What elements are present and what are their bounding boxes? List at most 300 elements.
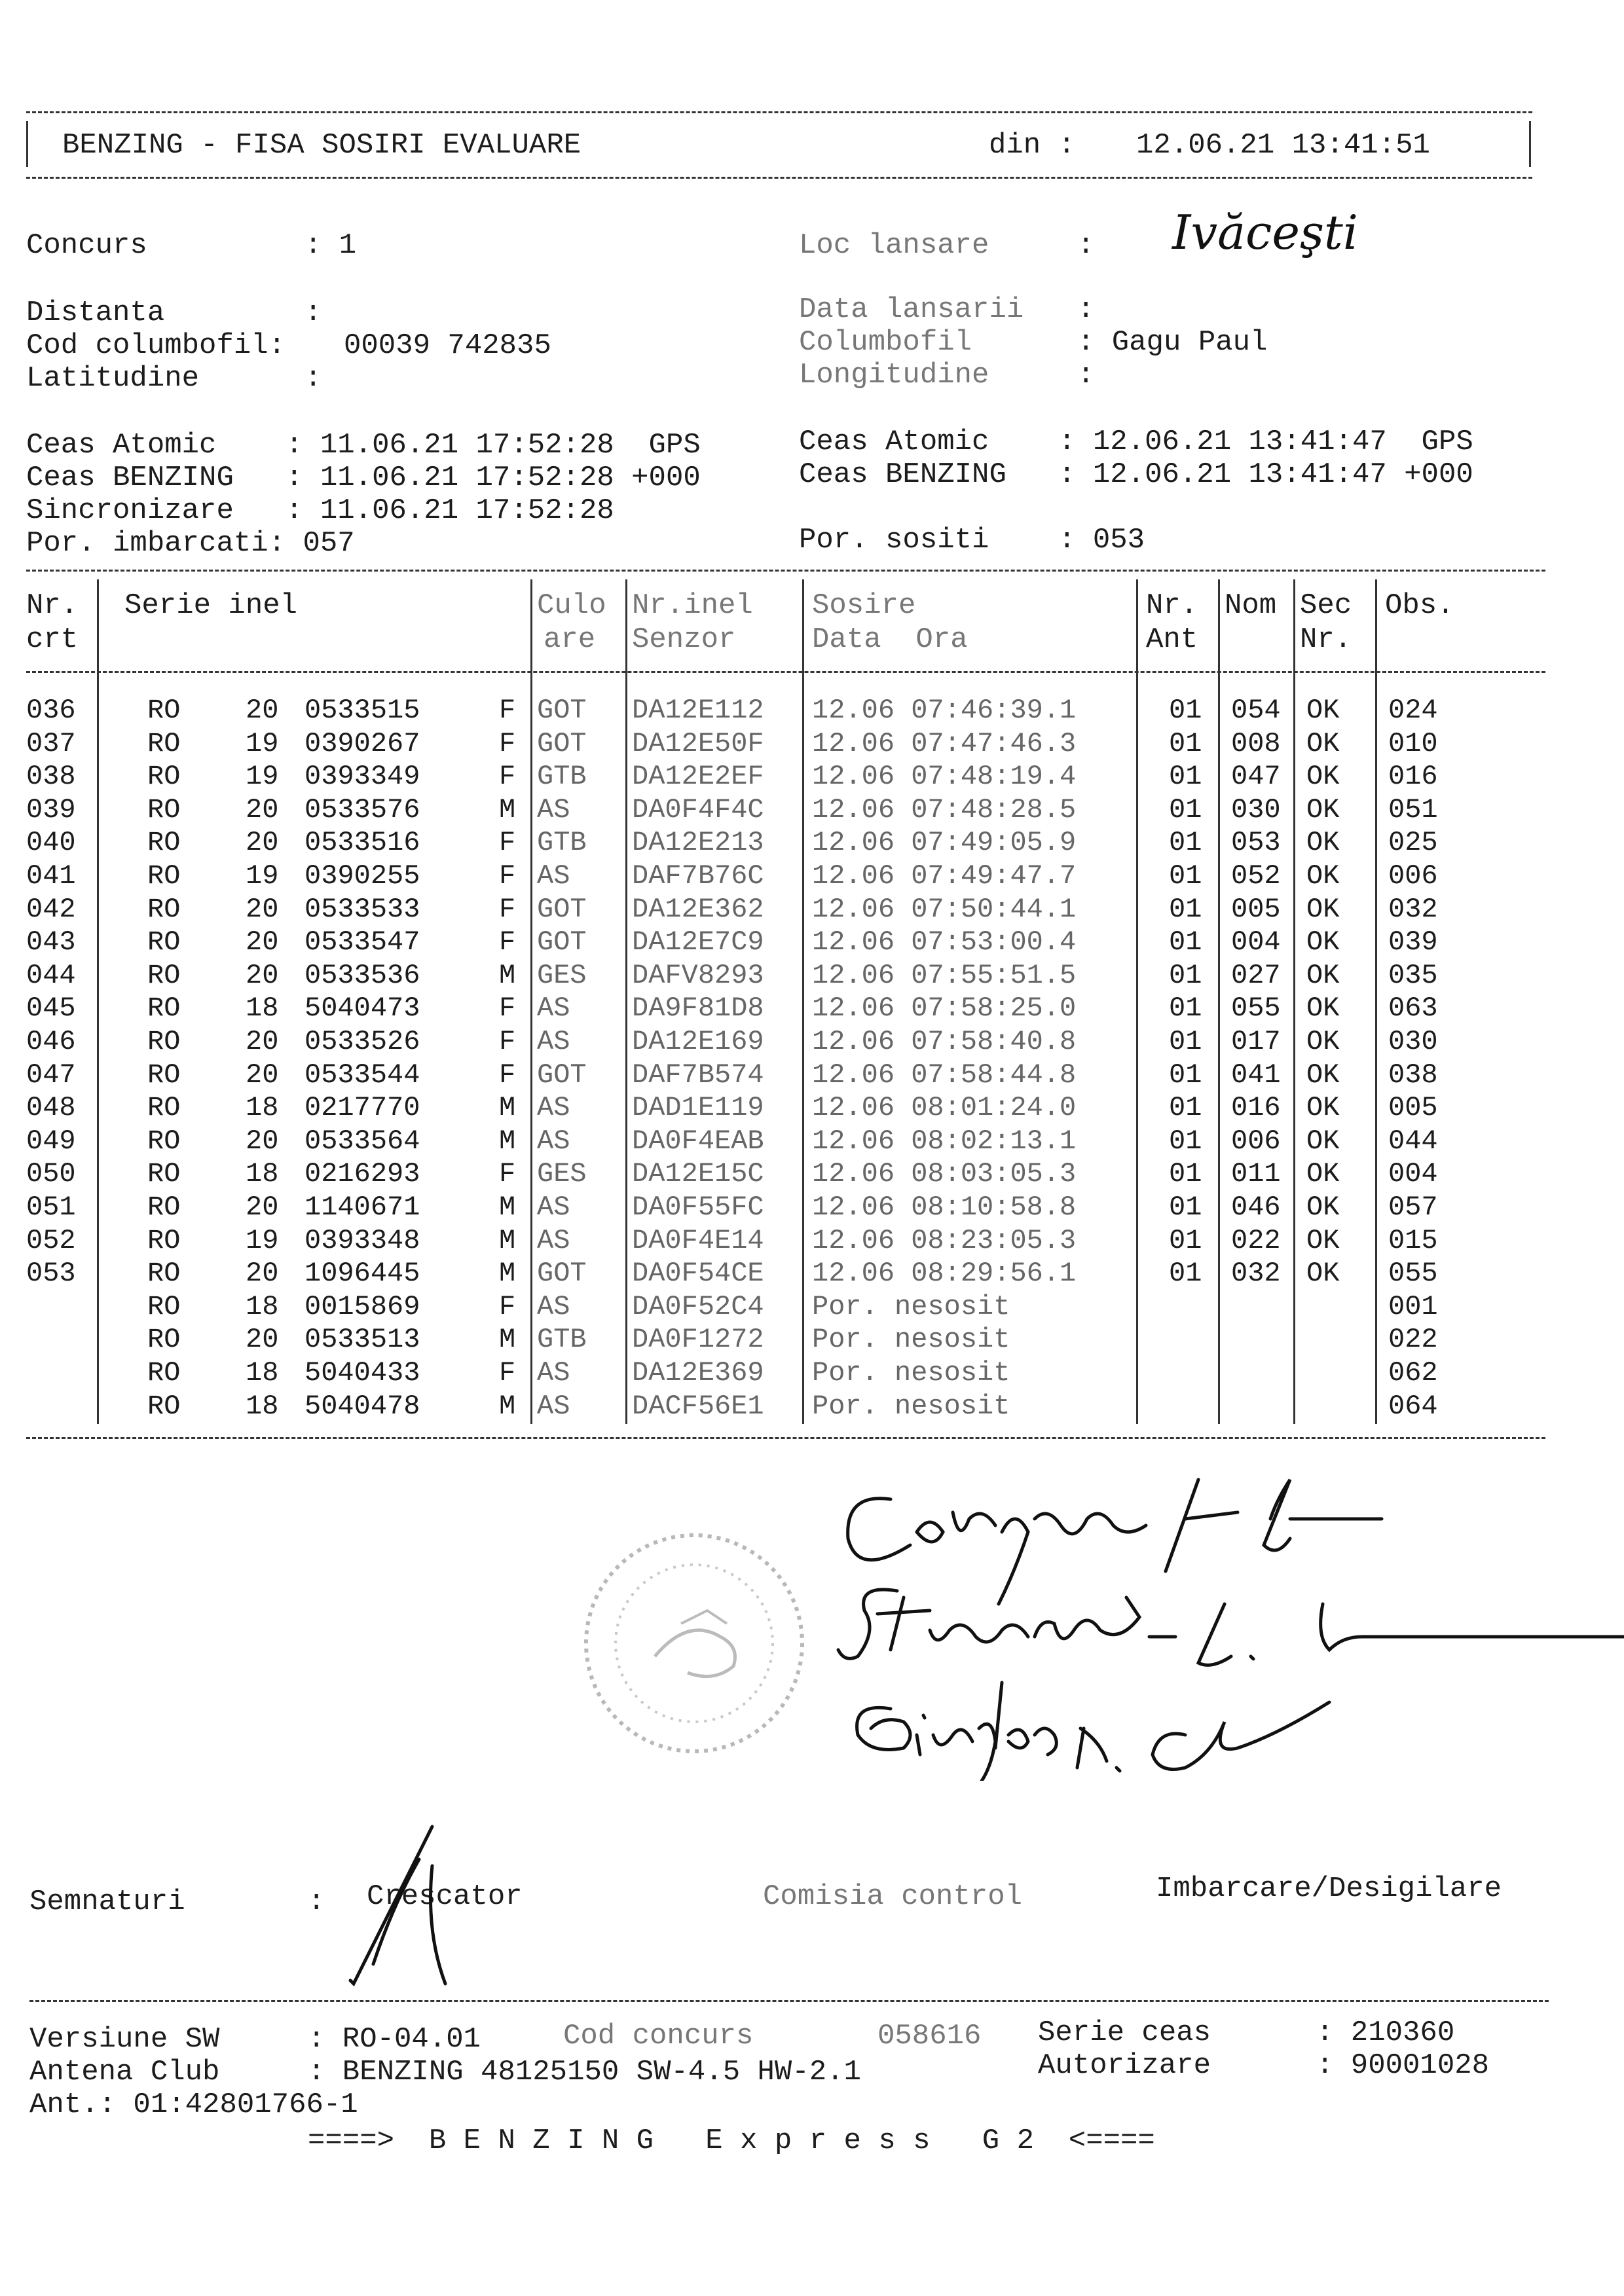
col-obs: Obs. <box>1385 589 1454 622</box>
cell-sensor: DA0F4F4C <box>632 793 764 826</box>
cell-year: 19 <box>246 727 279 759</box>
cell-color: GOT <box>537 695 587 726</box>
col-culoare-2: are <box>544 623 596 656</box>
distanta-value: : <box>304 297 322 329</box>
cell-year: 20 <box>246 959 279 991</box>
cell-ring: 0015869 <box>304 1290 420 1322</box>
cell-ant: 01 <box>1169 993 1202 1025</box>
cell-arrival: 12.06 07:58:40.8 <box>812 1026 1077 1057</box>
cell-sex: M <box>499 1224 516 1256</box>
antena-club-value: : BENZING 48125150 SW-4.5 HW-2.1 <box>308 2056 861 2088</box>
cell-year: 18 <box>246 993 279 1025</box>
cod-concurs-label: Cod concurs <box>563 2020 754 2052</box>
cell-crt: 050 <box>26 1158 76 1190</box>
cell-sensor: DAFV8293 <box>632 959 764 991</box>
imbarcare-label: Imbarcare/Desigilare <box>1156 1872 1502 1905</box>
cell-ant: 01 <box>1169 1158 1202 1190</box>
cell-crt: 040 <box>26 827 76 859</box>
cell-sensor: DA0F4EAB <box>632 1125 764 1157</box>
cell-sec: OK <box>1306 1258 1340 1290</box>
cell-arrival: Por. nesosit <box>812 1290 1010 1322</box>
col-nr-inel-2: Senzor <box>632 623 736 656</box>
cell-sec: OK <box>1306 1125 1340 1157</box>
cell-arrival: 12.06 07:50:44.1 <box>812 893 1077 925</box>
cell-color: AS <box>537 1390 570 1422</box>
cell-crt: 047 <box>26 1059 76 1091</box>
cell-arrival: 12.06 07:47:46.3 <box>812 727 1077 759</box>
cell-sex: M <box>499 1192 516 1223</box>
col-sec-1: Sec <box>1300 589 1352 622</box>
cell-color: AS <box>537 860 570 892</box>
table-row <box>0 860 1624 892</box>
cell-year: 20 <box>246 1192 279 1223</box>
latitudine-value: : <box>304 362 322 395</box>
cell-nom: 006 <box>1231 1125 1281 1157</box>
cell-country: RO <box>147 959 181 991</box>
cell-sec: OK <box>1306 993 1340 1025</box>
cell-country: RO <box>147 1026 181 1057</box>
table-row <box>0 1357 1624 1389</box>
cell-country: RO <box>147 860 181 892</box>
cell-color: GTB <box>537 761 587 793</box>
cell-color: GOT <box>537 727 587 759</box>
cell-sex: M <box>499 1092 516 1124</box>
cell-obs: 063 <box>1388 993 1438 1025</box>
antenna-id-line: Ant.: 01:42801766-1 <box>29 2088 358 2121</box>
cell-ring: 0533536 <box>304 959 420 991</box>
cell-ant: 01 <box>1169 695 1202 726</box>
cell-nom: 008 <box>1231 727 1281 759</box>
cell-ant: 01 <box>1169 1258 1202 1290</box>
cell-year: 20 <box>246 926 279 958</box>
cell-arrival: 12.06 07:58:44.8 <box>812 1059 1077 1091</box>
cell-crt: 048 <box>26 1092 76 1124</box>
cell-nom: 041 <box>1231 1059 1281 1091</box>
col-nr-inel-1: Nr.inel <box>632 589 753 622</box>
cell-sensor: DACF56E1 <box>632 1390 764 1422</box>
cell-color: AS <box>537 793 570 826</box>
table-row <box>0 1257 1624 1290</box>
cell-ring: 5040433 <box>304 1357 420 1389</box>
cell-sex: F <box>499 761 516 793</box>
cell-sensor: DA0F1272 <box>632 1324 764 1356</box>
cell-sex: F <box>499 827 516 859</box>
cell-obs: 044 <box>1388 1125 1438 1157</box>
col-sosire-1: Sosire <box>812 589 916 622</box>
cell-year: 20 <box>246 1059 279 1091</box>
cell-country: RO <box>147 926 181 958</box>
cell-sec: OK <box>1306 1192 1340 1223</box>
cell-obs: 055 <box>1388 1258 1438 1290</box>
serie-ceas-value: : 210360 <box>1316 2016 1455 2049</box>
cell-sec: OK <box>1306 695 1340 726</box>
cell-crt: 049 <box>26 1125 76 1157</box>
cell-obs: 001 <box>1388 1290 1438 1322</box>
cell-color: GOT <box>537 1258 587 1290</box>
cell-sex: F <box>499 926 516 958</box>
cell-ant: 01 <box>1169 893 1202 925</box>
loc-lansare-label: Loc lansare <box>799 229 989 262</box>
cell-obs: 062 <box>1388 1357 1438 1389</box>
cell-sensor: DA12E50F <box>632 727 764 759</box>
brand-line: ====> B E N Z I N G E x p r e s s G 2 <==== <box>308 2124 1155 2157</box>
cell-sec: OK <box>1306 761 1340 793</box>
table-row <box>0 727 1624 760</box>
cell-sex: F <box>499 1059 516 1091</box>
cell-arrival: Por. nesosit <box>812 1357 1010 1389</box>
table-row <box>0 760 1624 793</box>
cell-country: RO <box>147 1224 181 1256</box>
sincronizare: Sincronizare : 11.06.21 17:52:28 <box>26 494 614 527</box>
cell-crt: 039 <box>26 793 76 826</box>
cell-nom: 047 <box>1231 761 1281 793</box>
cell-sec: OK <box>1306 1026 1340 1057</box>
report-title: BENZING - FISA SOSIRI EVALUARE <box>62 129 581 162</box>
header-right-border <box>1529 121 1531 167</box>
cell-sec: OK <box>1306 860 1340 892</box>
cell-nom: 046 <box>1231 1192 1281 1223</box>
col-nom: Nom <box>1225 589 1277 622</box>
cell-arrival: 12.06 08:02:13.1 <box>812 1125 1077 1157</box>
loc-lansare-handwritten: Ivăceşti <box>1172 205 1358 260</box>
cell-ring: 0533533 <box>304 893 420 925</box>
concurs-label: Concurs <box>26 229 147 262</box>
cell-country: RO <box>147 761 181 793</box>
cell-obs: 030 <box>1388 1026 1438 1057</box>
cell-ant: 01 <box>1169 1125 1202 1157</box>
longitudine-label: Longitudine <box>799 359 989 392</box>
cell-ring: 0393349 <box>304 761 420 793</box>
cell-obs: 024 <box>1388 695 1438 726</box>
col-sosire-2: Data Ora <box>812 623 968 656</box>
cell-sex: M <box>499 1258 516 1290</box>
cell-country: RO <box>147 1125 181 1157</box>
cell-arrival: Por. nesosit <box>812 1390 1010 1422</box>
cell-country: RO <box>147 1290 181 1322</box>
cell-ring: 0217770 <box>304 1092 420 1124</box>
cell-crt: 051 <box>26 1192 76 1223</box>
table-row <box>0 959 1624 992</box>
header-top-border <box>26 111 1532 113</box>
cell-country: RO <box>147 893 181 925</box>
col-sec-2: Nr. <box>1300 623 1352 656</box>
cell-ant: 01 <box>1169 1192 1202 1223</box>
cell-ring: 5040473 <box>304 993 420 1025</box>
cell-ring: 0533515 <box>304 695 420 726</box>
cell-sex: F <box>499 1026 516 1057</box>
cell-sensor: DAF7B574 <box>632 1059 764 1091</box>
cell-sensor: DA9F81D8 <box>632 993 764 1025</box>
cell-sex: F <box>499 727 516 759</box>
col-nr-crt-1: Nr. <box>26 589 79 622</box>
cell-nom: 011 <box>1231 1158 1281 1190</box>
cell-year: 19 <box>246 761 279 793</box>
cell-arrival: 12.06 08:29:56.1 <box>812 1258 1077 1290</box>
col-nr-crt-2: crt <box>26 623 79 656</box>
report-datetime: 12.06.21 13:41:51 <box>1136 129 1430 162</box>
antena-club-label: Antena Club <box>29 2056 220 2088</box>
cell-sensor: DA0F4E14 <box>632 1224 764 1256</box>
commission-signatures <box>819 1440 1624 1781</box>
cell-ring: 0216293 <box>304 1158 420 1190</box>
cell-country: RO <box>147 1192 181 1223</box>
table-row <box>0 1025 1624 1058</box>
cell-sec: OK <box>1306 959 1340 991</box>
cell-obs: 064 <box>1388 1390 1438 1422</box>
autorizare-label: Autorizare <box>1038 2049 1211 2082</box>
cell-arrival: 12.06 07:53:00.4 <box>812 926 1077 958</box>
versiune-sw-label: Versiune SW <box>29 2023 220 2056</box>
cell-arrival: 12.06 08:23:05.3 <box>812 1224 1077 1256</box>
cell-arrival: Por. nesosit <box>812 1324 1010 1356</box>
cell-arrival: 12.06 07:48:28.5 <box>812 793 1077 826</box>
autorizare-value: : 90001028 <box>1316 2049 1490 2082</box>
cell-sex: F <box>499 1158 516 1190</box>
cell-obs: 035 <box>1388 959 1438 991</box>
crescator-label: Crescator <box>367 1880 523 1913</box>
cell-sec: OK <box>1306 1224 1340 1256</box>
cell-ant: 01 <box>1169 926 1202 958</box>
cell-color: GOT <box>537 926 587 958</box>
cell-year: 18 <box>246 1158 279 1190</box>
col-culoare-1: Culo <box>537 589 606 622</box>
cell-year: 19 <box>246 1224 279 1256</box>
porumbei-sositi: Por. sositi : 053 <box>799 524 1145 556</box>
cell-color: AS <box>537 1092 570 1124</box>
data-lansarii-label: Data lansarii <box>799 293 1024 326</box>
cell-crt: 044 <box>26 959 76 991</box>
cell-obs: 051 <box>1388 793 1438 826</box>
table-row <box>0 1125 1624 1157</box>
table-row <box>0 992 1624 1025</box>
cell-year: 20 <box>246 1026 279 1057</box>
cell-arrival: 12.06 07:58:25.0 <box>812 993 1077 1025</box>
cod-columbofil-label: Cod columbofil: <box>26 329 286 362</box>
semnaturi-sep: : <box>308 1886 325 1918</box>
cell-ring: 1140671 <box>304 1192 420 1223</box>
cell-year: 18 <box>246 1357 279 1389</box>
concurs-value: : 1 <box>304 229 357 262</box>
latitudine-label: Latitudine <box>26 362 200 395</box>
ceas-atomic-start: Ceas Atomic : 11.06.21 17:52:28 GPS <box>26 429 701 462</box>
columbofil-label: Columbofil <box>799 326 972 359</box>
cell-sensor: DA0F54CE <box>632 1258 764 1290</box>
cell-arrival: 12.06 07:49:47.7 <box>812 860 1077 892</box>
table-row <box>0 826 1624 859</box>
cell-color: GOT <box>537 893 587 925</box>
cell-ant: 01 <box>1169 727 1202 759</box>
cell-country: RO <box>147 1059 181 1091</box>
cell-sex: F <box>499 1290 516 1322</box>
cell-color: AS <box>537 1357 570 1389</box>
cell-sensor: DA12E369 <box>632 1357 764 1389</box>
cell-ring: 0533547 <box>304 926 420 958</box>
distanta-label: Distanta <box>26 297 165 329</box>
cell-crt: 036 <box>26 695 76 726</box>
cell-sensor: DA12E7C9 <box>632 926 764 958</box>
cod-columbofil-value: 00039 742835 <box>344 329 551 362</box>
cell-obs: 015 <box>1388 1224 1438 1256</box>
cod-concurs-value: 058616 <box>877 2020 982 2052</box>
columbofil-value: : Gagu Paul <box>1077 326 1268 359</box>
cell-country: RO <box>147 727 181 759</box>
cell-arrival: 12.06 07:46:39.1 <box>812 695 1077 726</box>
porumbei-imbarcati: Por. imbarcati: 057 <box>26 527 355 560</box>
cell-nom: 017 <box>1231 1026 1281 1057</box>
table-row <box>0 1390 1624 1423</box>
cell-country: RO <box>147 1258 181 1290</box>
cell-sex: F <box>499 1357 516 1389</box>
table-row <box>0 1191 1624 1224</box>
cell-ant: 01 <box>1169 1092 1202 1124</box>
table-bottom-border <box>26 1437 1545 1439</box>
cell-color: AS <box>537 1125 570 1157</box>
cell-year: 20 <box>246 893 279 925</box>
cell-sec: OK <box>1306 926 1340 958</box>
cell-sex: M <box>499 959 516 991</box>
cell-sec: OK <box>1306 893 1340 925</box>
col-nr-ant-2: Ant <box>1146 623 1198 656</box>
cell-sec: OK <box>1306 1158 1340 1190</box>
cell-ring: 0390255 <box>304 860 420 892</box>
cell-color: AS <box>537 1026 570 1057</box>
cell-color: AS <box>537 1224 570 1256</box>
cell-sex: F <box>499 860 516 892</box>
table-row <box>0 1091 1624 1124</box>
cell-obs: 039 <box>1388 926 1438 958</box>
cell-arrival: 12.06 07:55:51.5 <box>812 959 1077 991</box>
cell-nom: 027 <box>1231 959 1281 991</box>
cell-sex: F <box>499 993 516 1025</box>
cell-sex: M <box>499 1125 516 1157</box>
cell-ring: 0390267 <box>304 727 420 759</box>
comisia-control-label: Comisia control <box>763 1880 1023 1913</box>
cell-obs: 004 <box>1388 1158 1438 1190</box>
cell-ring: 1096445 <box>304 1258 420 1290</box>
cell-nom: 054 <box>1231 695 1281 726</box>
cell-ant: 01 <box>1169 860 1202 892</box>
cell-sensor: DAD1E119 <box>632 1092 764 1124</box>
cell-nom: 052 <box>1231 860 1281 892</box>
cell-sec: OK <box>1306 827 1340 859</box>
cell-country: RO <box>147 1324 181 1356</box>
cell-sensor: DA12E213 <box>632 827 764 859</box>
cell-arrival: 12.06 08:10:58.8 <box>812 1192 1077 1223</box>
cell-year: 19 <box>246 860 279 892</box>
cell-year: 20 <box>246 1258 279 1290</box>
cell-color: AS <box>537 1290 570 1322</box>
cell-year: 20 <box>246 695 279 726</box>
ceas-benzing-start: Ceas BENZING : 11.06.21 17:52:28 +000 <box>26 462 701 494</box>
cell-ant: 01 <box>1169 1224 1202 1256</box>
loc-lansare-sep: : <box>1077 229 1095 262</box>
longitudine-value: : <box>1077 359 1095 392</box>
cell-country: RO <box>147 1158 181 1190</box>
cell-sensor: DA12E15C <box>632 1158 764 1190</box>
cell-ring: 0533544 <box>304 1059 420 1091</box>
cell-year: 18 <box>246 1290 279 1322</box>
serie-ceas-label: Serie ceas <box>1038 2016 1211 2049</box>
cell-nom: 016 <box>1231 1092 1281 1124</box>
cell-ant: 01 <box>1169 827 1202 859</box>
cell-nom: 005 <box>1231 893 1281 925</box>
cell-color: AS <box>537 993 570 1025</box>
cell-crt: 046 <box>26 1026 76 1057</box>
table-row <box>0 1224 1624 1257</box>
cell-color: GES <box>537 959 587 991</box>
cell-ant: 01 <box>1169 959 1202 991</box>
cell-arrival: 12.06 07:49:05.9 <box>812 827 1077 859</box>
cell-obs: 016 <box>1388 761 1438 793</box>
cell-sex: M <box>499 793 516 826</box>
cell-country: RO <box>147 1390 181 1422</box>
cell-year: 20 <box>246 1324 279 1356</box>
table-row <box>0 694 1624 727</box>
semnaturi-label: Semnaturi <box>29 1886 185 1918</box>
cell-ring: 0393348 <box>304 1224 420 1256</box>
cell-ant: 01 <box>1169 793 1202 826</box>
table-top-border <box>26 570 1545 572</box>
cell-arrival: 12.06 08:01:24.0 <box>812 1092 1077 1124</box>
cell-year: 20 <box>246 1125 279 1157</box>
ceas-atomic-end: Ceas Atomic : 12.06.21 13:41:47 GPS <box>799 426 1473 458</box>
cell-color: GTB <box>537 1324 587 1356</box>
cell-crt: 052 <box>26 1224 76 1256</box>
cell-year: 18 <box>246 1092 279 1124</box>
cell-year: 18 <box>246 1390 279 1422</box>
cell-sec: OK <box>1306 1059 1340 1091</box>
cell-obs: 038 <box>1388 1059 1438 1091</box>
cell-sensor: DAF7B76C <box>632 860 764 892</box>
versiune-sw-value: : RO-04.01 <box>308 2023 481 2056</box>
cell-sec: OK <box>1306 793 1340 826</box>
cell-crt: 043 <box>26 926 76 958</box>
cell-arrival: 12.06 07:48:19.4 <box>812 761 1077 793</box>
header-left-border <box>26 121 28 167</box>
cell-crt: 037 <box>26 727 76 759</box>
cell-ring: 0533576 <box>304 793 420 826</box>
cell-sensor: DA12E362 <box>632 893 764 925</box>
table-row <box>0 926 1624 958</box>
cell-ant: 01 <box>1169 1026 1202 1057</box>
cell-sex: F <box>499 695 516 726</box>
table-row <box>0 1323 1624 1356</box>
cell-country: RO <box>147 793 181 826</box>
cell-color: GTB <box>537 827 587 859</box>
cell-color: GES <box>537 1158 587 1190</box>
cell-sex: M <box>499 1324 516 1356</box>
footer-separator <box>29 2000 1549 2002</box>
cell-obs: 057 <box>1388 1192 1438 1223</box>
cell-crt: 053 <box>26 1258 76 1290</box>
table-row <box>0 1157 1624 1190</box>
cell-color: GOT <box>537 1059 587 1091</box>
cell-country: RO <box>147 695 181 726</box>
cell-sensor: DA0F55FC <box>632 1192 764 1223</box>
cell-obs: 022 <box>1388 1324 1438 1356</box>
cell-obs: 006 <box>1388 860 1438 892</box>
table-row <box>0 793 1624 826</box>
cell-obs: 010 <box>1388 727 1438 759</box>
cell-obs: 032 <box>1388 893 1438 925</box>
cell-obs: 025 <box>1388 827 1438 859</box>
cell-sensor: DA12E2EF <box>632 761 764 793</box>
cell-sec: OK <box>1306 1092 1340 1124</box>
cell-sec: OK <box>1306 727 1340 759</box>
cell-country: RO <box>147 827 181 859</box>
cell-sensor: DA12E169 <box>632 1026 764 1057</box>
cell-nom: 030 <box>1231 793 1281 826</box>
